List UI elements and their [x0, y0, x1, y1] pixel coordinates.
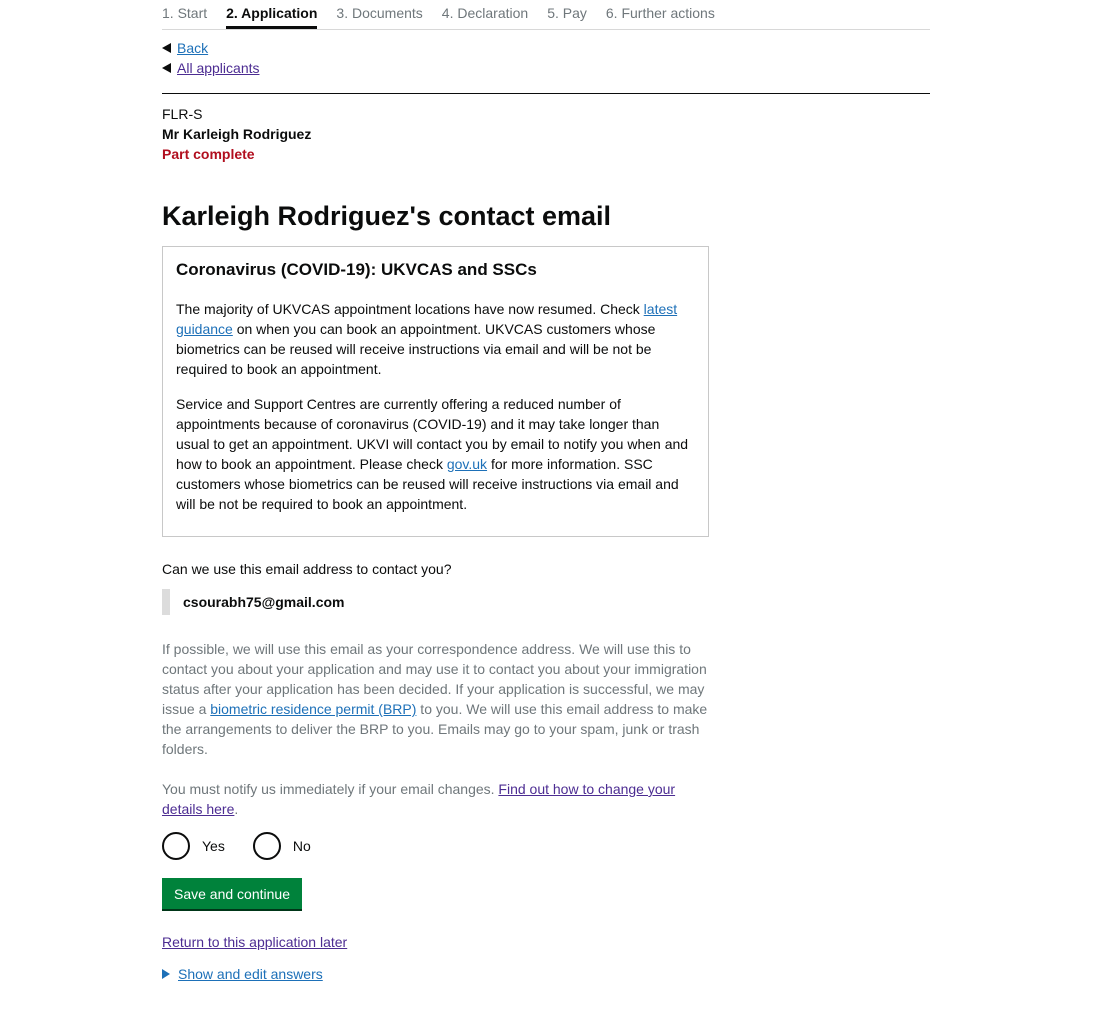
radio-no-circle[interactable]	[253, 832, 281, 860]
hint-paragraph-1: If possible, we will use this email as your correspondence address. We will use this to contact you about your application and may use it to contact you about your immigration status after your application has been decided. If your application is successful, we may issue a biometric residence permit (BRP) to you. We will use this email address to make the arrangements to deliver the BRP to you. Emails may go to your spam, junk or trash folders.	[162, 641, 708, 757]
section-divider	[162, 93, 930, 94]
step-start[interactable]: 1. Start	[162, 5, 208, 21]
step-navigation	[162, 0, 930, 30]
contact-radio-group	[162, 832, 930, 860]
radio-yes-circle[interactable]	[162, 832, 190, 860]
save-and-continue-button[interactable]: Save and continue	[162, 878, 302, 909]
applicant-summary	[162, 104, 930, 164]
notice-paragraph-1: The majority of UKVCAS appointment locations have now resumed. Check latest guidance on when you can book an appointment. UKVCAS customers whose biometrics can be reused will receive instructions via email and will be not be required to book an appointment.	[176, 301, 678, 377]
email-question: Can we use this email address to contact you?	[162, 561, 452, 577]
hint-paragraph-2: You must notify us immediately if your email changes. Find out how to change your details here.	[162, 781, 676, 817]
page-title: Karleigh Rodriguez's contact email	[162, 201, 612, 231]
email-hint	[162, 639, 710, 819]
back-link-row	[162, 38, 930, 58]
radio-no[interactable]	[253, 832, 311, 860]
return-later-row	[162, 934, 930, 950]
covid-notice	[162, 246, 709, 537]
triangle-left-icon	[162, 63, 171, 73]
email-value: csourabh75@gmail.com	[183, 594, 345, 610]
return-later-link[interactable]: Return to this application later	[162, 934, 348, 950]
applicant-name: Mr Karleigh Rodriguez	[162, 126, 312, 142]
gov-uk-link[interactable]: gov.uk	[446, 456, 488, 472]
radio-no-label[interactable]: No	[292, 838, 311, 854]
page-container	[162, 0, 930, 982]
brp-link[interactable]: biometric residence permit (BRP)	[210, 701, 417, 717]
step-documents: 3. Documents	[336, 5, 423, 21]
triangle-left-icon	[162, 43, 171, 53]
inset-bar	[162, 589, 170, 615]
radio-yes-label[interactable]: Yes	[202, 838, 225, 854]
step-pay: 5. Pay	[547, 5, 587, 21]
change-details-link[interactable]: Find out how to change your details here	[162, 781, 676, 817]
back-link[interactable]: Back	[177, 40, 209, 56]
step-further-actions: 6. Further actions	[605, 5, 715, 21]
all-applicants-row	[162, 58, 930, 78]
status-badge: Part complete	[162, 146, 255, 162]
email-inset	[162, 589, 930, 615]
notice-title: Coronavirus (COVID-19): UKVCAS and SSCs	[176, 260, 537, 279]
triangle-right-icon	[162, 969, 170, 979]
notice-paragraph-2: Service and Support Centres are currently offering a reduced number of appointments because of coronavirus (COVID-19) and it may take longer than usual to get an appointment. UKVI will contact you by email to notify you when and how to book an appointment. Please check gov.uk for more information. SSC customers whose biometrics can be reused will receive instructions via email and will be not be required to book an appointment.	[176, 396, 689, 512]
show-edit-answers-toggle[interactable]	[162, 966, 930, 982]
latest-guidance-link[interactable]: latest guidance	[176, 301, 678, 337]
radio-yes[interactable]	[162, 832, 225, 860]
step-application[interactable]: 2. Application	[226, 0, 317, 29]
application-type: FLR-S	[162, 106, 203, 122]
all-applicants-link[interactable]: All applicants	[177, 60, 260, 76]
show-edit-answers-link[interactable]: Show and edit answers	[178, 966, 323, 982]
back-links	[162, 38, 930, 78]
step-declaration: 4. Declaration	[441, 5, 529, 21]
